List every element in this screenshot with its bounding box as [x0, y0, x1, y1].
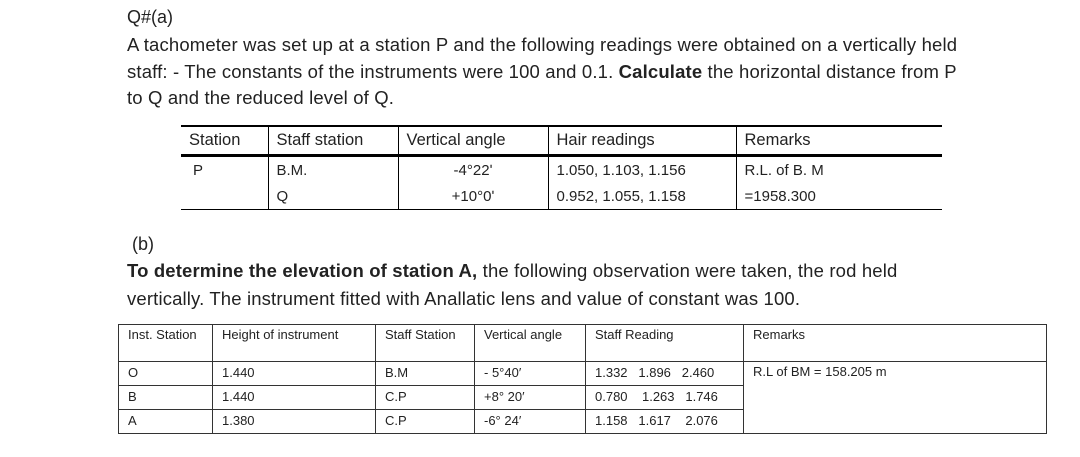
cell-station: P — [193, 161, 204, 179]
header-staff-reading: Staff Reading — [586, 325, 744, 362]
cell-staff-station: Q — [268, 183, 398, 210]
calculate-emphasis: Calculate — [618, 60, 703, 82]
header-inst-station: Inst. Station — [119, 325, 213, 362]
header-height-of-instrument: Height of instrument — [213, 325, 376, 362]
cell-inst-station: O — [119, 362, 213, 386]
table-row — [181, 183, 942, 210]
cell-hair-readings: 0.952, 1.055, 1.158 — [548, 183, 736, 210]
cell-remarks: R.L. of B. M — [736, 156, 942, 184]
question-a-text-1: A tachometer was set up at a station P and the following readings were obtained on a vertically held staff: - The constants of the instruments were 100 and 0.1. — [127, 34, 958, 82]
header-vertical-angle: Vertical angle — [475, 325, 586, 362]
cell-vertical-angle: +10°0ʹ — [398, 183, 548, 210]
header-remarks: Remarks — [744, 325, 1047, 362]
cell-staff-reading: 1.158 1.617 2.076 — [586, 410, 744, 434]
cell-remarks: R.L of BM = 158.205 m — [744, 362, 1047, 434]
cell-staff-station: B.M — [376, 362, 475, 386]
cell-vertical-angle: -4°22ʹ — [398, 156, 548, 184]
question-b-text — [127, 257, 967, 312]
table-b — [118, 324, 1047, 434]
cell-inst-station: A — [119, 410, 213, 434]
table-b-header-row — [119, 325, 1047, 362]
cell-staff-station: B.M. — [268, 156, 398, 184]
question-b-bold-text: To determine the elevation of station A, — [127, 260, 478, 281]
table-row — [181, 156, 942, 184]
cell-station — [181, 183, 268, 210]
cell-vertical-angle: - 5°40′ — [475, 362, 586, 386]
question-b-text-rest: the following observation were taken, the rod held vertically. The instrument fitted with Anallatic lens and value of constant was 100. — [127, 260, 898, 309]
header-staff-station: Staff Station — [376, 325, 475, 362]
question-a-text-2: the horizontal distance from P to Q and the reduced level of Q. — [127, 60, 957, 108]
cell-staff-station: C.P — [376, 386, 475, 410]
cell-height: 1.440 — [213, 386, 376, 410]
cell-height: 1.380 — [213, 410, 376, 434]
header-hair-readings: Hair readings — [548, 126, 736, 156]
header-vertical-angle: Vertical angle — [398, 126, 548, 156]
header-station: Station — [189, 131, 241, 149]
cell-staff-reading: 1.332 1.896 2.460 — [586, 362, 744, 386]
table-a — [181, 125, 942, 210]
table-a-header-row — [181, 126, 942, 156]
table-row — [119, 362, 1047, 386]
question-a-text — [127, 32, 967, 112]
cell-staff-reading: 0.780 1.263 1.746 — [586, 386, 744, 410]
question-label-b: (b) — [132, 234, 154, 254]
cell-vertical-angle: +8° 20′ — [475, 386, 586, 410]
cell-remarks: =1958.300 — [736, 183, 942, 210]
cell-hair-readings: 1.050, 1.103, 1.156 — [548, 156, 736, 184]
cell-height: 1.440 — [213, 362, 376, 386]
cell-inst-station: B — [119, 386, 213, 410]
header-staff-station: Staff station — [268, 126, 398, 156]
cell-staff-station: C.P — [376, 410, 475, 434]
question-label-a: Q#(a) — [127, 7, 174, 27]
header-remarks: Remarks — [736, 126, 942, 156]
cell-vertical-angle: -6° 24′ — [475, 410, 586, 434]
